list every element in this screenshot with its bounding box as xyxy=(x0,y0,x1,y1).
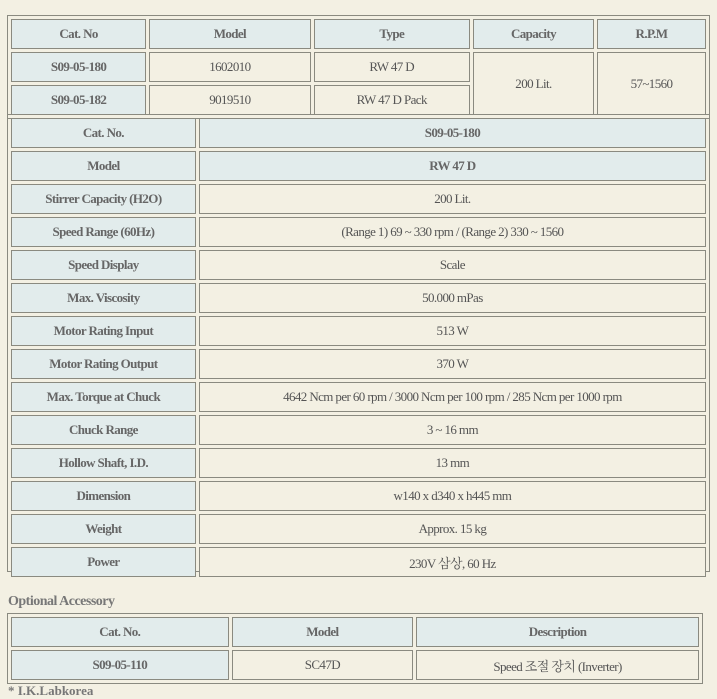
table-header-row xyxy=(11,617,699,647)
spec-value: RW 47 D xyxy=(199,151,706,181)
spec-label: Motor Rating Output xyxy=(11,349,196,379)
spec-label: Motor Rating Input xyxy=(11,316,196,346)
spec-label: Stirrer Capacity (H2O) xyxy=(11,184,196,214)
rpm-cell: 57~1560 xyxy=(597,52,706,115)
spec-label: Speed Display xyxy=(11,250,196,280)
description-cell: Speed 조절 장치 (Inverter) xyxy=(416,650,699,680)
type-cell: RW 47 D xyxy=(314,52,470,82)
spec-row xyxy=(11,349,706,379)
spec-row xyxy=(11,316,706,346)
model-cell: SC47D xyxy=(232,650,414,680)
spec-row xyxy=(11,415,706,445)
header-model: Model xyxy=(232,617,414,647)
spec-value: 200 Lit. xyxy=(199,184,706,214)
table-row xyxy=(11,650,699,680)
spec-value: 230V 삼상, 60 Hz xyxy=(199,547,706,577)
spec-value: 3 ~ 16 mm xyxy=(199,415,706,445)
spec-row xyxy=(11,382,706,412)
header-capacity: Capacity xyxy=(473,19,594,49)
footnote: * I.K.Labkorea xyxy=(8,683,94,698)
spec-row xyxy=(11,250,706,280)
spec-value: (Range 1) 69 ~ 330 rpm / (Range 2) 330 ~ 1560 xyxy=(199,217,706,247)
header-cat-no: Cat. No. xyxy=(11,617,229,647)
spec-value: Scale xyxy=(199,250,706,280)
optional-accessory-title: Optional Accessory xyxy=(8,594,115,609)
spec-label: Hollow Shaft, I.D. xyxy=(11,448,196,478)
table-header-row xyxy=(11,19,706,49)
spec-row xyxy=(11,184,706,214)
spec-label: Max. Viscosity xyxy=(11,283,196,313)
type-cell: RW 47 D Pack xyxy=(314,85,470,115)
spec-label: Max. Torque at Chuck xyxy=(11,382,196,412)
spec-label: Weight xyxy=(11,514,196,544)
header-description: Description xyxy=(416,617,699,647)
spec-row xyxy=(11,481,706,511)
spec-table-body xyxy=(11,118,706,577)
spec-value: 513 W xyxy=(199,316,706,346)
capacity-cell: 200 Lit. xyxy=(473,52,594,115)
spec-value: 13 mm xyxy=(199,448,706,478)
model-cell: 9019510 xyxy=(149,85,310,115)
spec-label: Cat. No. xyxy=(11,118,196,148)
spec-value: w140 x d340 x h445 mm xyxy=(199,481,706,511)
spec-label: Power xyxy=(11,547,196,577)
spec-value: 50.000 mPas xyxy=(199,283,706,313)
cat-no-cell: S09-05-180 xyxy=(11,52,146,82)
cat-no-cell: S09-05-182 xyxy=(11,85,146,115)
spec-value: Approx. 15 kg xyxy=(199,514,706,544)
spec-row xyxy=(11,283,706,313)
spec-row xyxy=(11,118,706,148)
model-table xyxy=(7,15,710,119)
spec-value: S09-05-180 xyxy=(199,118,706,148)
header-model: Model xyxy=(149,19,310,49)
spec-label: Speed Range (60Hz) xyxy=(11,217,196,247)
model-cell: 1602010 xyxy=(149,52,310,82)
cat-no-cell: S09-05-110 xyxy=(11,650,229,680)
spec-label: Chuck Range xyxy=(11,415,196,445)
spec-value: 370 W xyxy=(199,349,706,379)
spec-row xyxy=(11,151,706,181)
spec-value: 4642 Ncm per 60 rpm / 3000 Ncm per 100 rpm / 285 Ncm per 1000 rpm xyxy=(199,382,706,412)
spec-row xyxy=(11,547,706,577)
header-type: Type xyxy=(314,19,470,49)
header-cat-no: Cat. No xyxy=(11,19,146,49)
spec-table xyxy=(7,114,710,572)
spec-row xyxy=(11,217,706,247)
optional-accessory-table xyxy=(7,613,703,684)
spec-row xyxy=(11,514,706,544)
spec-row xyxy=(11,448,706,478)
table-row xyxy=(11,52,706,82)
header-rpm: R.P.M xyxy=(597,19,706,49)
spec-label: Model xyxy=(11,151,196,181)
spec-label: Dimension xyxy=(11,481,196,511)
